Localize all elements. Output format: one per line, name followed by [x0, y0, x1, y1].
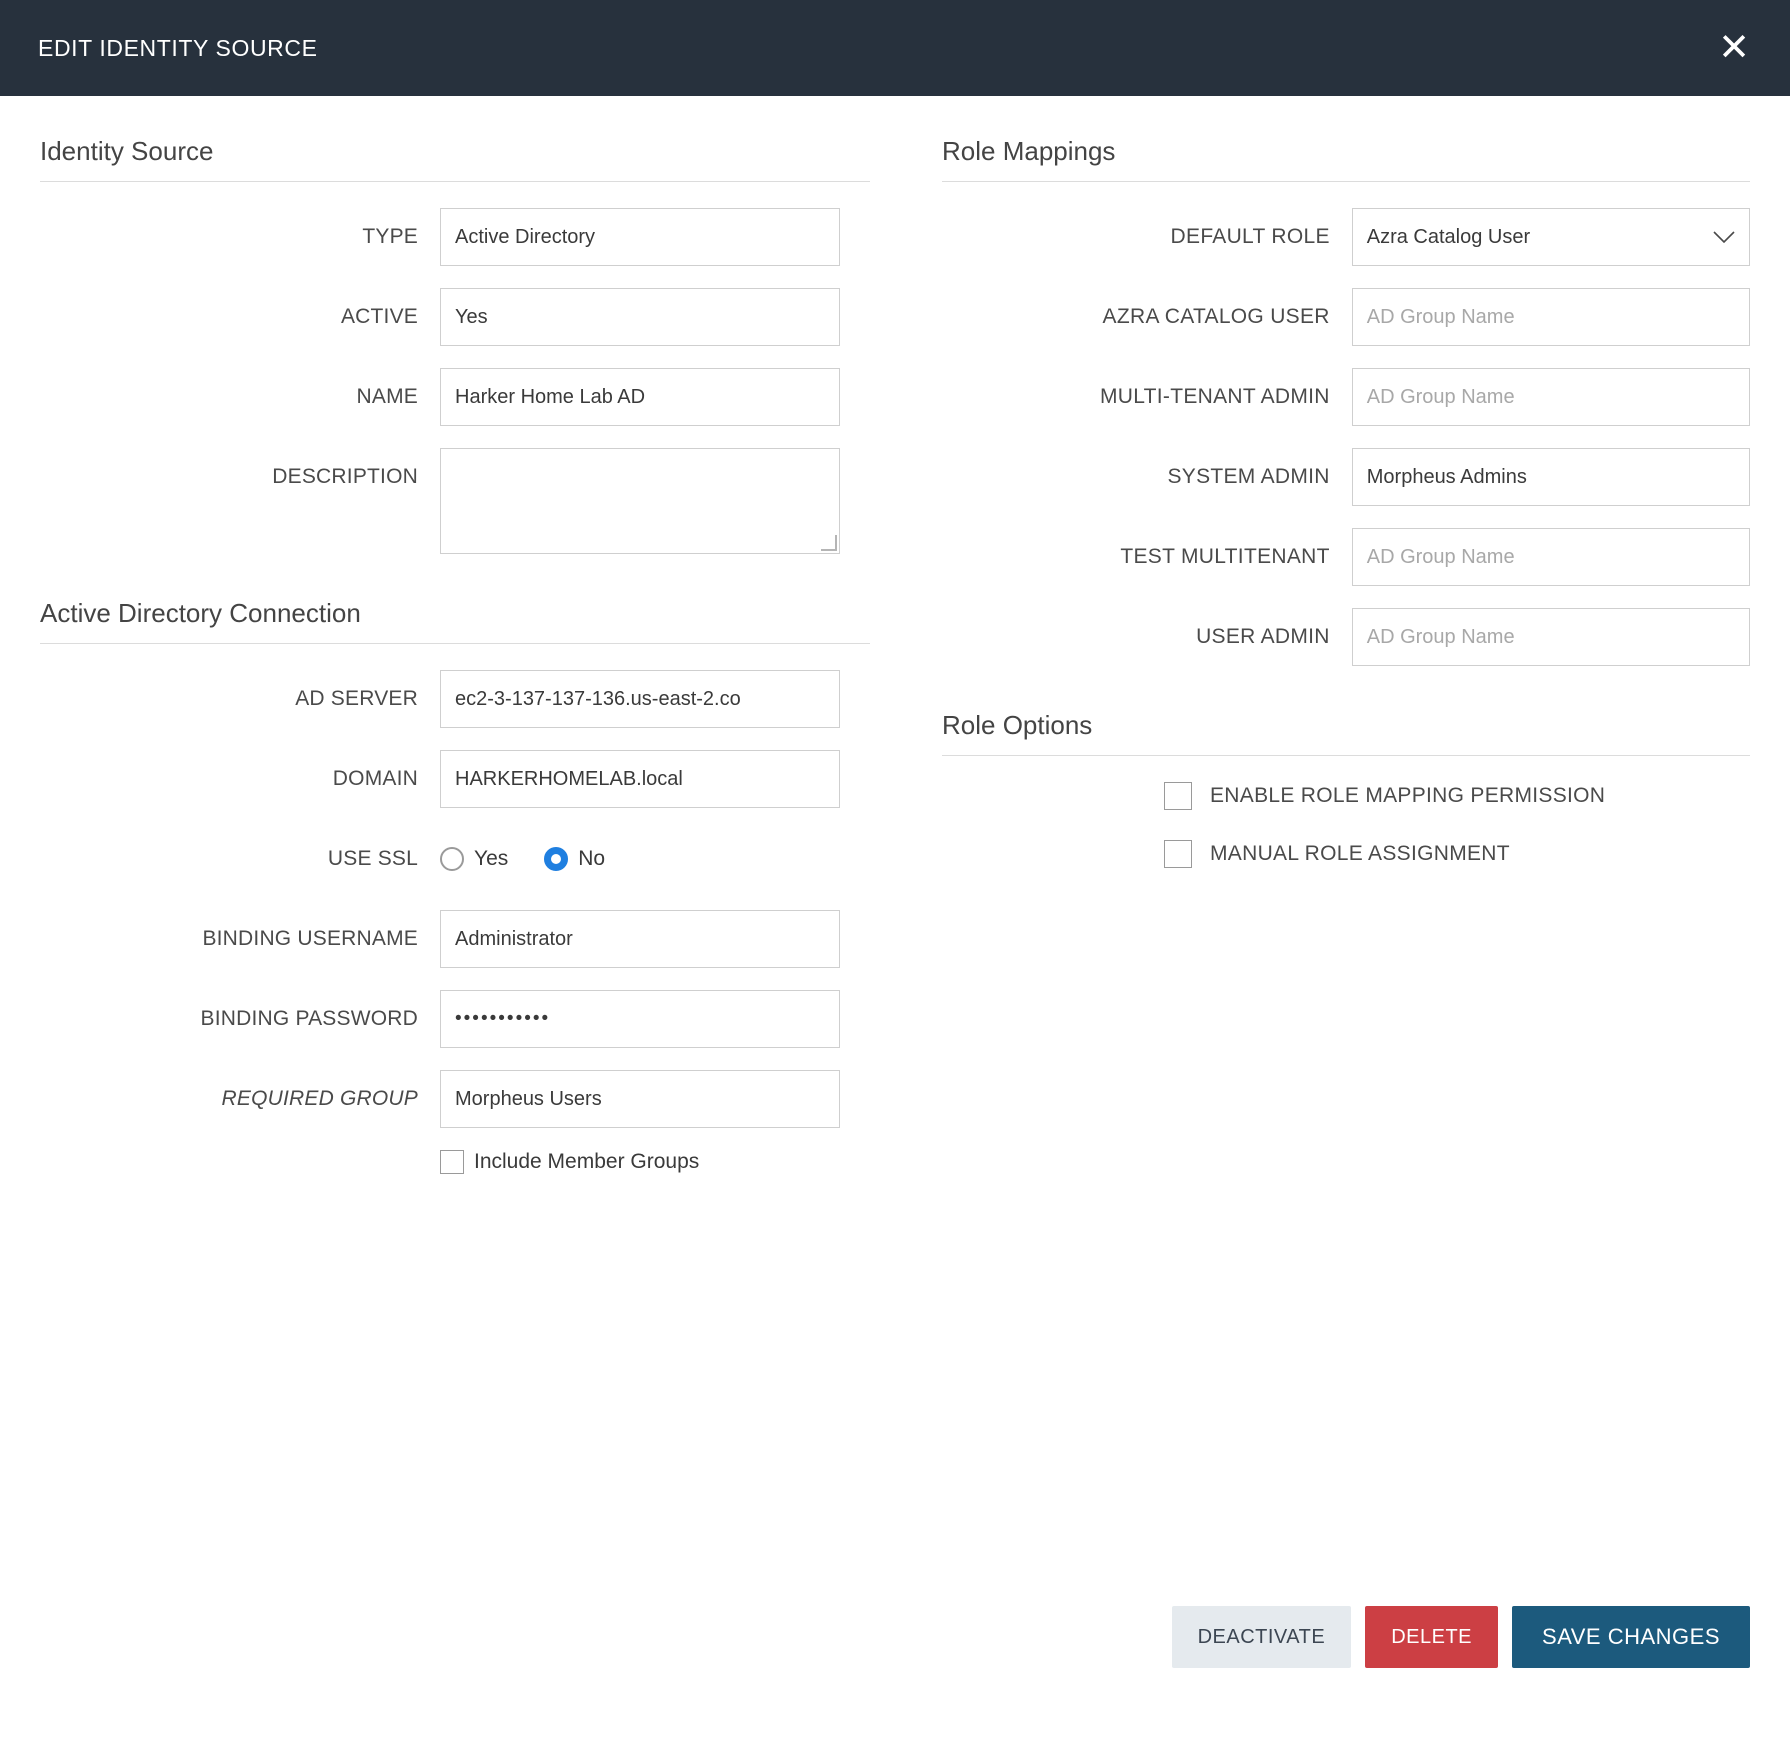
left-column [40, 136, 900, 1762]
form-row-description [40, 448, 870, 554]
modal-footer [1172, 1606, 1750, 1668]
form-row-domain [40, 750, 870, 808]
save-changes-button[interactable]: SAVE CHANGES [1512, 1606, 1750, 1668]
form-row-multi-tenant-admin [942, 368, 1750, 426]
enable-role-mapping-permission-label: ENABLE ROLE MAPPING PERMISSION [1210, 784, 1606, 807]
form-row-type [40, 208, 870, 266]
deactivate-button[interactable]: DEACTIVATE [1172, 1606, 1352, 1668]
binding-username-label: BINDING USERNAME [202, 927, 418, 950]
form-row-active [40, 288, 870, 346]
identity-source-section-title: Identity Source [40, 136, 870, 182]
test-multitenant-label: TEST MULTITENANT [1120, 545, 1330, 568]
system-admin-input[interactable]: Morpheus Admins [1352, 448, 1750, 506]
modal-body [0, 96, 1790, 1762]
use-ssl-yes-radio[interactable] [440, 847, 464, 871]
use-ssl-no-radio[interactable] [544, 847, 568, 871]
enable-role-mapping-permission-checkbox[interactable] [1164, 782, 1192, 810]
form-row-system-admin [942, 448, 1750, 506]
azra-catalog-user-label: AZRA CATALOG USER [1102, 305, 1330, 328]
domain-label: DOMAIN [332, 767, 418, 790]
form-row-default-role [942, 208, 1750, 266]
form-row-name [40, 368, 870, 426]
description-textarea[interactable] [440, 448, 840, 554]
form-row-required-group [40, 1070, 870, 1128]
name-label: NAME [356, 385, 418, 408]
enable-role-mapping-permission-row [1164, 782, 1750, 810]
use-ssl-label: USE SSL [327, 847, 418, 870]
page-title: EDIT IDENTITY SOURCE [38, 34, 318, 61]
form-row-binding-password [40, 990, 870, 1048]
include-member-groups-checkbox[interactable] [440, 1150, 464, 1174]
use-ssl-no-label: No [578, 847, 606, 870]
binding-password-label: BINDING PASSWORD [200, 1007, 418, 1030]
right-column [900, 136, 1750, 1762]
binding-username-input[interactable]: Administrator [440, 910, 840, 968]
multi-tenant-admin-label: MULTI-TENANT ADMIN [1099, 385, 1330, 408]
test-multitenant-input[interactable]: AD Group Name [1352, 528, 1750, 586]
delete-button[interactable]: DELETE [1365, 1606, 1498, 1668]
user-admin-input[interactable]: AD Group Name [1352, 608, 1750, 666]
type-label: TYPE [362, 225, 418, 248]
binding-password-input[interactable]: ••••••••••• [440, 990, 840, 1048]
chevron-down-icon [1713, 231, 1735, 243]
active-field[interactable]: Yes [440, 288, 840, 346]
domain-input[interactable]: HARKERHOMELAB.local [440, 750, 840, 808]
modal-header [0, 0, 1790, 96]
form-row-ad-server [40, 670, 870, 728]
ad-connection-section-title: Active Directory Connection [40, 598, 870, 644]
required-group-input[interactable]: Morpheus Users [440, 1070, 840, 1128]
multi-tenant-admin-input[interactable]: AD Group Name [1352, 368, 1750, 426]
default-role-label: DEFAULT ROLE [1170, 225, 1330, 248]
use-ssl-yes-label: Yes [474, 847, 509, 870]
system-admin-label: SYSTEM ADMIN [1167, 465, 1330, 488]
include-member-groups-label: Include Member Groups [474, 1150, 700, 1173]
form-row-use-ssl [40, 830, 870, 888]
required-group-label: REQUIRED GROUP [221, 1087, 418, 1110]
default-role-select[interactable] [1352, 208, 1750, 266]
ad-server-label: AD SERVER [295, 687, 418, 710]
include-member-groups-row [440, 1150, 870, 1174]
form-row-user-admin [942, 608, 1750, 666]
ad-server-input[interactable]: ec2-3-137-137-136.us-east-2.co [440, 670, 840, 728]
active-label: ACTIVE [340, 305, 418, 328]
name-input[interactable]: Harker Home Lab AD [440, 368, 840, 426]
user-admin-label: USER ADMIN [1196, 625, 1330, 648]
manual-role-assignment-label: MANUAL ROLE ASSIGNMENT [1210, 842, 1510, 865]
azra-catalog-user-input[interactable]: AD Group Name [1352, 288, 1750, 346]
default-role-value: Azra Catalog User [1366, 226, 1531, 248]
form-row-binding-username [40, 910, 870, 968]
manual-role-assignment-checkbox[interactable] [1164, 840, 1192, 868]
form-row-azra-catalog-user [942, 288, 1750, 346]
manual-role-assignment-row [1164, 840, 1750, 868]
type-field[interactable]: Active Directory [440, 208, 840, 266]
close-icon[interactable]: ✕ [1718, 27, 1750, 69]
role-mappings-section-title: Role Mappings [942, 136, 1750, 182]
role-options-section-title: Role Options [942, 710, 1750, 756]
description-label: DESCRIPTION [272, 465, 418, 488]
use-ssl-radio-group [440, 830, 631, 888]
form-row-test-multitenant [942, 528, 1750, 586]
